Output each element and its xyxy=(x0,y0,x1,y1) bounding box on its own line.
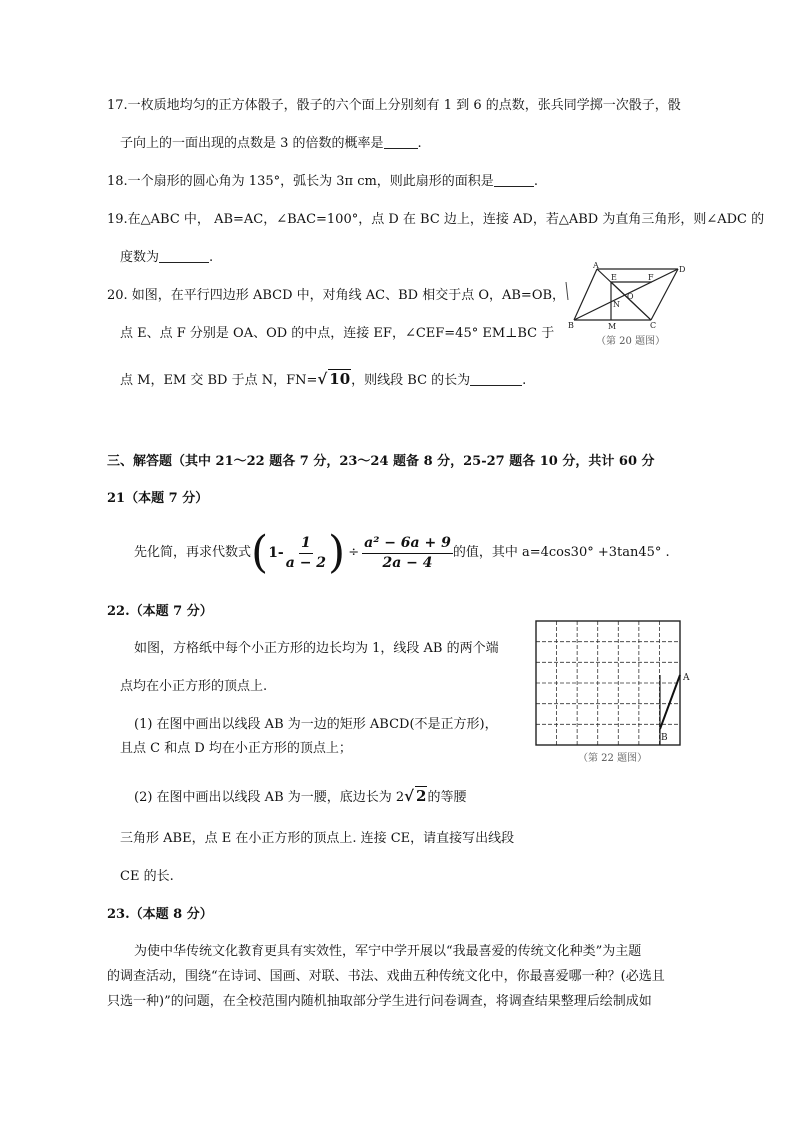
q20-label-c: C xyxy=(650,321,657,330)
q20-line3-text-b: ，则线段 BC 的长为 xyxy=(351,373,471,388)
q21-frac1-num: 1 xyxy=(299,535,313,554)
q21-frac2-den: 2a − 4 xyxy=(382,554,433,571)
q20-label-d: D xyxy=(679,265,686,274)
q22-caption: （第 22 题图） xyxy=(578,753,648,764)
q21-suffix: 的值，其中 a=4cos30° +3tan45° . xyxy=(452,545,670,560)
q20-line3 xyxy=(120,369,526,390)
q20-diagonal-bd xyxy=(574,269,678,320)
q21-frac1-den: a − 2 xyxy=(285,554,327,571)
q19-line2 xyxy=(120,249,213,267)
q20-caption: （第 20 题图） xyxy=(596,336,666,347)
q21-title: 21（本题 7 分） xyxy=(107,491,209,506)
q22-grid xyxy=(536,621,680,745)
q22-title: 22.（本题 7 分） xyxy=(107,604,213,619)
q20-sqrt-value: 10 xyxy=(329,370,351,388)
q20-label-b: B xyxy=(568,321,574,330)
q22-sqrt: √ 2 xyxy=(404,787,427,805)
q20-answer-blank[interactable] xyxy=(470,372,522,386)
q19-answer-blank[interactable] xyxy=(159,249,209,263)
q22-sqrt-value: 2 xyxy=(416,787,427,805)
q22-line1: 如图，方格纸中每个小正方形的边长均为 1，线段 AB 的两个端 xyxy=(134,641,499,656)
q22-figure xyxy=(532,617,702,769)
q20-line2: 点 E、点 F 分别是 OA、OD 的中点，连接 EF，∠CEF=45° EM⊥BC 于 xyxy=(120,326,555,341)
q20-figure xyxy=(560,260,700,352)
q21-paren-close: ) xyxy=(328,527,346,578)
q21-expression xyxy=(134,528,670,578)
q20-edge-ba xyxy=(574,269,597,320)
q22-label-b: B xyxy=(661,733,668,743)
q19-end: . xyxy=(209,250,214,265)
q19-line1: 19.在△ABC 中， AB=AC，∠BAC=100°，点 D 在 BC 边上，连接 AD，若△ABD 为直角三角形，则∠ADC 的 xyxy=(107,212,765,227)
q17-line1: 17.一枚质地均匀的正方体骰子，骰子的六个面上分别刻有 1 到 6 的点数，张兵同学掷一次骰子，骰 xyxy=(107,98,681,113)
q23-title: 23.（本题 8 分） xyxy=(107,907,213,922)
q22-part2c: CE 的长. xyxy=(120,869,174,884)
q20-line1: 20. 如图，在平行四边形 ABCD 中，对角线 AC、BD 相交于点 O，AB=OB， xyxy=(107,288,566,303)
q20-label-f: F xyxy=(648,273,654,282)
q20-label-n: N xyxy=(613,300,620,309)
q17-end: . xyxy=(417,136,422,151)
q22-line2: 点均在小正方形的顶点上. xyxy=(120,679,268,694)
q18-line xyxy=(107,173,538,191)
q22-part2b: 三角形 ABE，点 E 在小正方形的顶点上. 连接 CE，请直接写出线段 xyxy=(120,831,515,846)
q20-parallelogram xyxy=(574,269,678,320)
q20-label-e: E xyxy=(611,273,617,282)
q22-part2a-text: (2) 在图中画出以线段 AB 为一腰，底边长为 2 xyxy=(134,790,405,805)
q20-figure-mark xyxy=(566,282,568,300)
q20-label-m: M xyxy=(608,322,617,331)
q21-fraction-2 xyxy=(362,535,453,572)
q21-fraction-1 xyxy=(284,535,328,572)
q22-part2a xyxy=(134,786,466,807)
q18-text: 18.一个扇形的圆心角为 135°，弧长为 3π cm，则此扇形的面积是 xyxy=(107,174,494,189)
q20-edge-dc xyxy=(651,269,678,320)
q20-label-a: A xyxy=(593,261,599,270)
q17-line2 xyxy=(120,135,422,153)
q20-line3-text-a: 点 M，EM 交 BD 于点 N，FN= xyxy=(120,373,318,388)
q23-line1: 为使中华传统文化教育更具有实效性，军宁中学开展以“我最喜爱的传统文化种类”为主题 xyxy=(134,944,642,959)
q17-line2-text: 子向上的一面出现的点数是 3 的倍数的概率是 xyxy=(120,136,384,151)
q23-line2: 的调查活动，围绕“在诗词、国画、对联、书法、戏曲五种传统文化中，你最喜爱哪一种？(必选且 xyxy=(107,969,665,984)
q23-line3: 只选一种)”的问题，在全校范围内随机抽取部分学生进行问卷调查，将调查结果整理后绘制成如 xyxy=(107,994,652,1009)
q22-label-a: A xyxy=(683,673,690,683)
q19-line2-text: 度数为 xyxy=(120,250,160,265)
q21-divide: ÷ xyxy=(348,545,360,560)
q18-answer-blank[interactable] xyxy=(494,173,534,187)
q22-part1a: (1) 在图中画出以线段 AB 为一边的矩形 ABCD(不是正方形)， xyxy=(134,717,498,732)
q21-prefix: 先化简，再求代数式 xyxy=(134,545,252,560)
q22-part1b: 且点 C 和点 D 均在小正方形的顶点上； xyxy=(120,741,352,756)
q22-part2a-end: 的等腰 xyxy=(427,790,467,805)
q20-end: . xyxy=(522,373,527,388)
q21-frac2-num: a² − 6a + 9 xyxy=(362,535,453,554)
q18-end: . xyxy=(533,174,538,189)
q21-paren-open: ( xyxy=(251,527,269,578)
q17-answer-blank[interactable] xyxy=(384,135,418,149)
q21-one: 1- xyxy=(268,545,284,561)
q20-sqrt: √ 10 xyxy=(317,370,351,388)
q20-label-o: O xyxy=(627,292,634,301)
section3-heading: 三、解答题（其中 21～22 题各 7 分，23～24 题备 8 分，25-27 题各 10 分，共计 60 分 xyxy=(107,454,655,469)
